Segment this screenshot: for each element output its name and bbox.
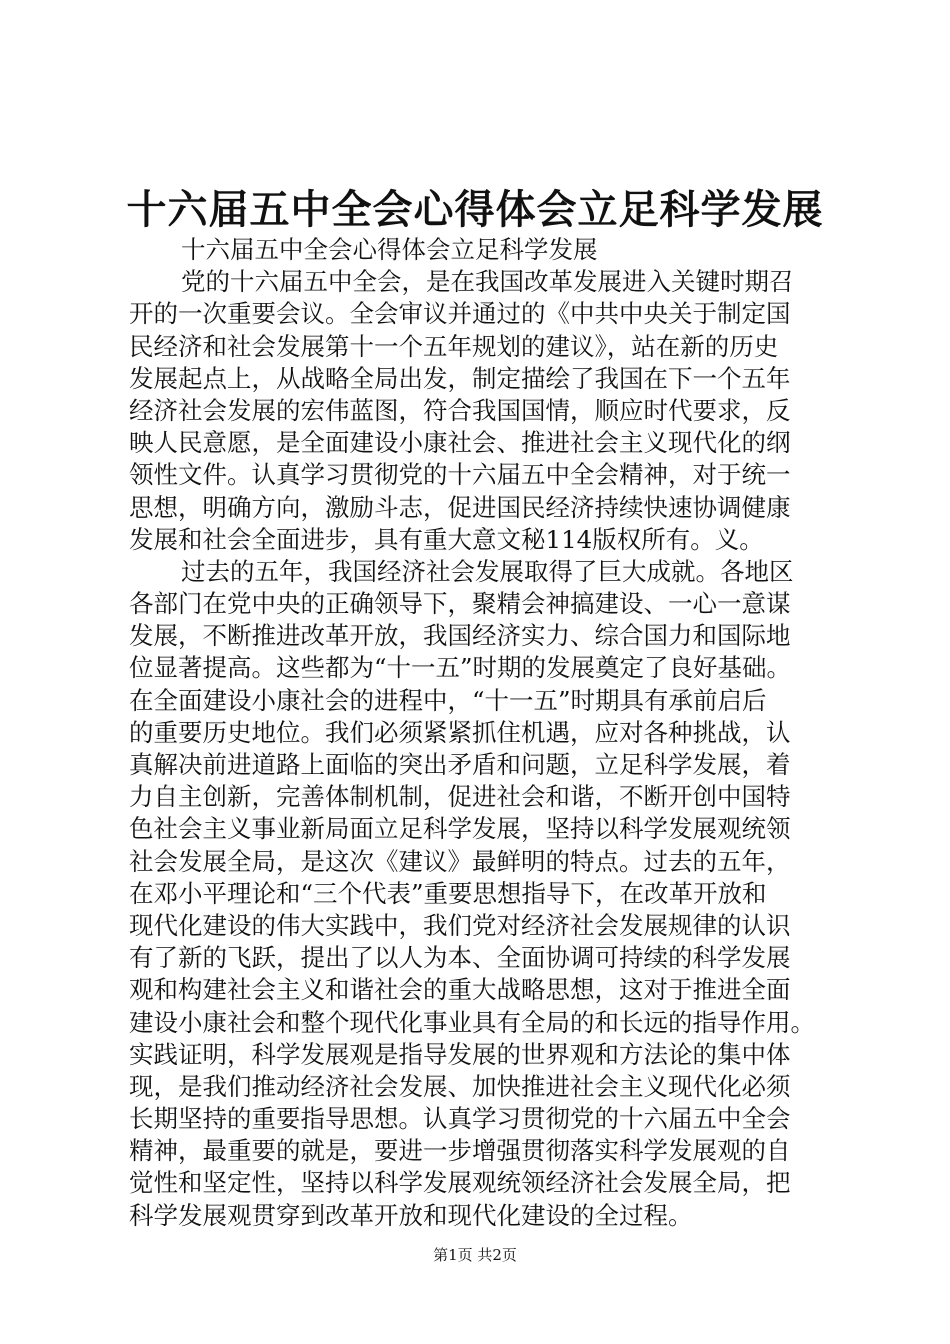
text-line: 力自主创新，完善体制机制，促进社会和谐，不断开创中国特 (129, 782, 791, 812)
text-line: 领性文件。认真学习贯彻党的十六届五中全会精神，对于统一 (129, 460, 791, 490)
text-line: 党的十六届五中全会，是在我国改革发展进入关键时期召 (181, 267, 794, 297)
text-line: 位显著提高。这些都为“十一五”时期的发展奠定了良好基础。 (129, 653, 792, 683)
text-line: 实践证明，科学发展观是指导发展的世界观和方法论的集中体 (129, 1039, 791, 1069)
text-line: 发展和社会全面进步，具有重大意文秘114版权所有。义。 (129, 524, 764, 554)
document-body (129, 234, 829, 1232)
text-line: 现代化建设的伟大实践中，我们党对经济社会发展规律的认识 (129, 910, 791, 940)
text-line: 有了新的飞跃，提出了以人为本、全面协调可持续的科学发展 (129, 943, 791, 973)
text-line: 在邓小平理论和“三个代表”重要思想指导下，在改革开放和 (129, 878, 767, 908)
text-line: 观和构建社会主义和谐社会的重大战略思想，这对于推进全面 (129, 975, 791, 1005)
text-line: 思想，明确方向，激励斗志，促进国民经济持续快速协调健康 (129, 492, 791, 522)
document-title: 十六届五中全会心得体会立足科学发展 (126, 186, 824, 233)
text-line: 民经济和社会发展第十一个五年规划的建议》，站在新的历史 (129, 331, 779, 361)
subtitle-line: 十六届五中全会心得体会立足科学发展 (181, 235, 598, 264)
text-line: 色社会主义事业新局面立足科学发展，坚持以科学发展观统领 (129, 814, 791, 844)
text-line: 觉性和坚定性，坚持以科学发展观统领经济社会发展全局，把 (129, 1168, 791, 1198)
text-line: 建设小康社会和整个现代化事业具有全局的和长远的指导作用。 (129, 1007, 815, 1037)
page-number-footer: 第1页 共2页 (433, 1246, 517, 1264)
text-line: 各部门在党中央的正确领导下，聚精会神搞建设、一心一意谋 (129, 589, 791, 619)
text-line: 过去的五年，我国经济社会发展取得了巨大成就。各地区 (181, 556, 794, 586)
text-line: 现，是我们推动经济社会发展、加快推进社会主义现代化必须 (129, 1071, 791, 1101)
text-line: 长期坚持的重要指导思想。认真学习贯彻党的十六届五中全会 (129, 1104, 791, 1134)
text-line: 真解决前进道路上面临的突出矛盾和问题，立足科学发展，着 (129, 750, 791, 779)
text-line: 的重要历史地位。我们必须紧紧抓住机遇，应对各种挑战，认 (129, 717, 791, 747)
text-line: 社会发展全局，是这次《建议》最鲜明的特点。过去的五年， (129, 846, 791, 876)
text-line: 经济社会发展的宏伟蓝图，符合我国国情，顺应时代要求，反 (129, 395, 791, 425)
text-line: 发展起点上，从战略全局出发，制定描绘了我国在下一个五年 (129, 363, 791, 393)
text-line: 精神，最重要的就是，要进一步增强贯彻落实科学发展观的自 (129, 1136, 791, 1166)
text-line: 开的一次重要会议。全会审议并通过的《中共中央关于制定国 (129, 299, 791, 329)
text-line: 科学发展观贯穿到改革开放和现代化建设的全过程。 (129, 1200, 693, 1230)
text-line: 发展，不断推进改革开放，我国经济实力、综合国力和国际地 (129, 621, 791, 651)
text-line: 映人民意愿，是全面建设小康社会、推进社会主义现代化的纲 (129, 428, 791, 458)
text-line: 在全面建设小康社会的进程中，“十一五”时期具有承前启后 (129, 685, 767, 715)
